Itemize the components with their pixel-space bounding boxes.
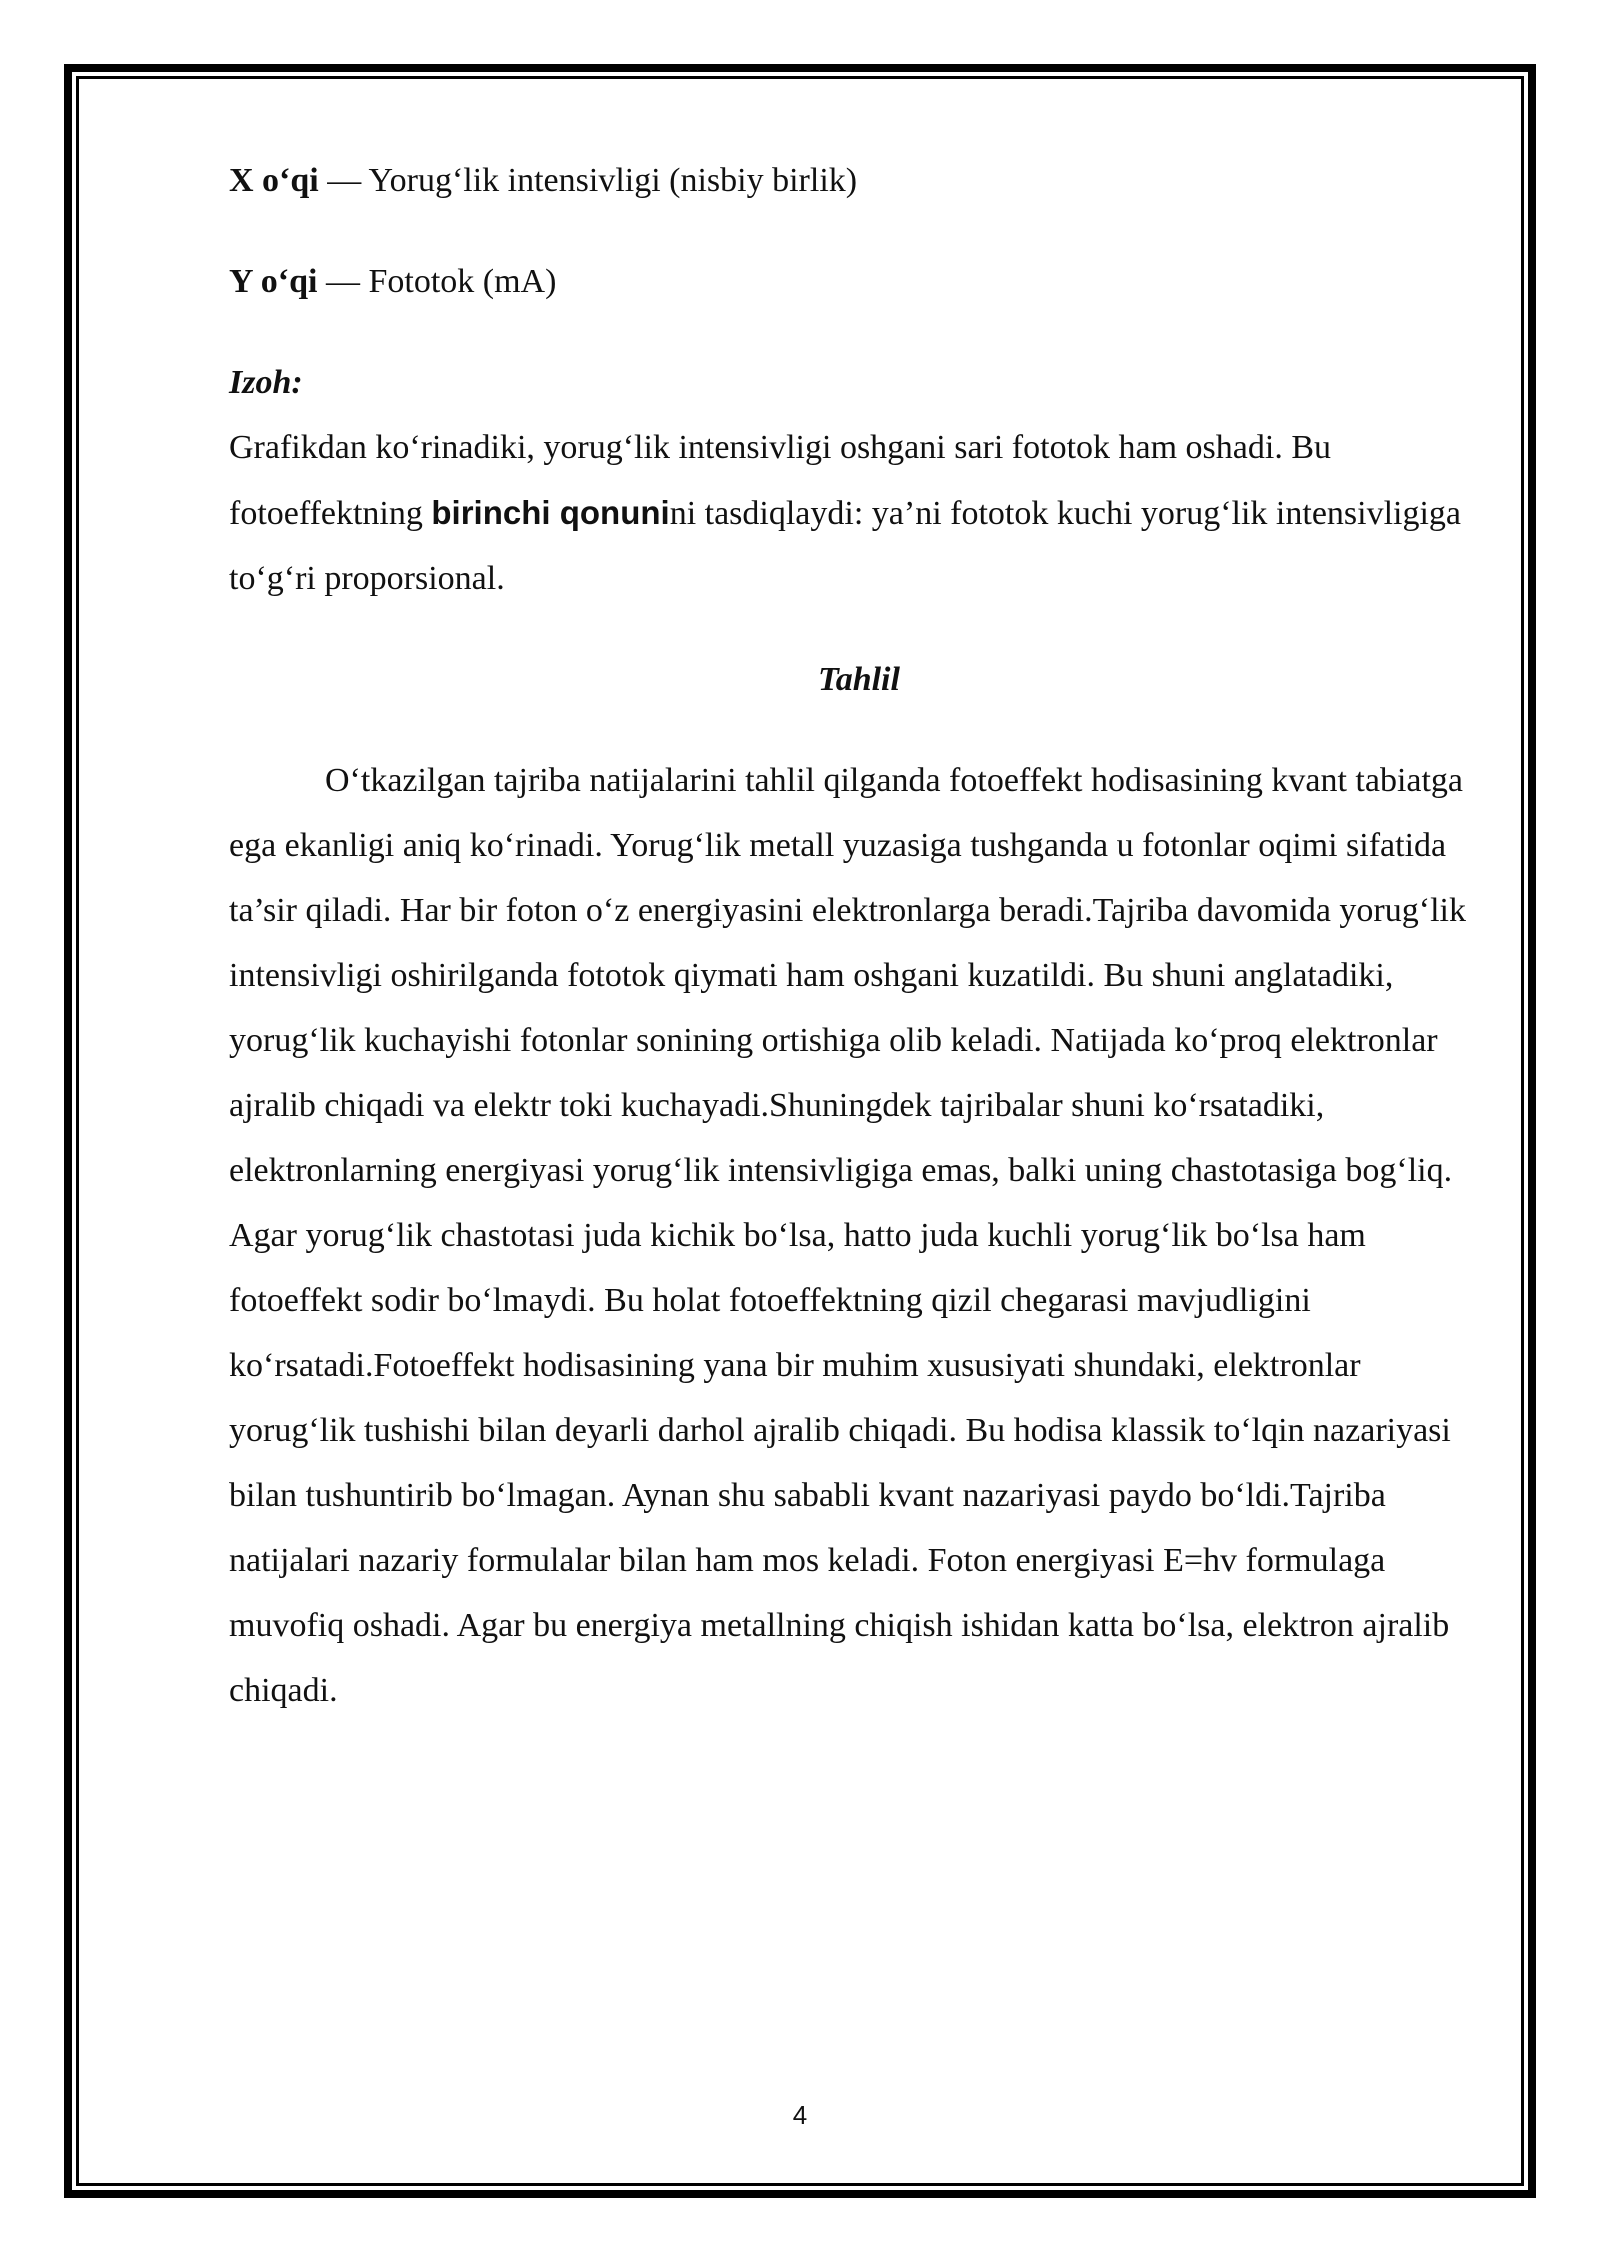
note-paragraph — [229, 415, 1489, 611]
y-axis-text: — Fototok (mA) — [317, 263, 557, 300]
note-bold-term: birinchi qonuni — [431, 494, 670, 531]
note-text-before: Grafikdan ko‘rinadiki, yorug‘lik intensivligi oshgani sari fototok ham oshadi. Bu fotoeffektning — [229, 429, 1331, 532]
analysis-paragraph: O‘tkazilgan tajriba natijalarini tahlil qilganda fotoeffekt hodisasining kvant tabiatga ega ekanligi aniq ko‘rinadi. Yorug‘lik metall yuzasiga tushganda u fotonlar oqimi sifatida ta’sir qiladi. Har bir foton o‘z energiyasini elektronlarga beradi.Tajriba davomida yorug‘lik intensivligi oshirilganda fototok qiymati ham oshgani kuzatildi. Bu shuni anglatadiki, yorug‘lik kuchayishi fotonlar sonining ortishiga olib keladi. Natijada ko‘proq elektronlar ajralib chiqadi va elektr toki kuchayadi.Shuningdek tajribalar shuni ko‘rsatadiki, elektronlarning energiyasi yorug‘lik intensivligiga emas, balki uning chastotasiga bog‘liq. Agar yorug‘lik chastotasi juda kichik bo‘lsa, hatto juda kuchli yorug‘lik bo‘lsa ham fotoeffekt sodir bo‘lmaydi. Bu holat fotoeffektning qizil chegarasi mavjudligini ko‘rsatadi.Fotoeffekt hodisasining yana bir muhim xususiyati shundaki, elektronlar yorug‘lik tushishi bilan deyarli darhol ajralib chiqadi. Bu hodisa klassik to‘lqin nazariyasi bilan tushuntirib bo‘lmagan. Aynan shu sababli kvant nazariyasi paydo bo‘ldi.Tajriba natijalari nazariy formulalar bilan ham mos keladi. Foton energiyasi E=hv formulaga muvofiq oshadi. Agar bu energiya metallning chiqish ishidan katta bo‘lsa, elektron ajralib chiqadi. — [229, 762, 1466, 1709]
x-axis-description — [229, 148, 1489, 213]
x-axis-term: X o‘qi — [229, 162, 319, 199]
y-axis-term: Y o‘qi — [229, 263, 318, 300]
note-heading: Izoh: — [229, 364, 303, 401]
x-axis-text: — Yorug‘lik intensivligi (nisbiy birlik) — [318, 162, 858, 199]
section-title: Tahlil — [818, 661, 900, 698]
y-axis-description — [229, 249, 1489, 314]
page-content — [229, 148, 1489, 1723]
page-number: 4 — [792, 2100, 808, 2130]
note-text-after: ni tasdiqlaydi: ya’ni fototok kuchi yorug‘lik intensivligiga to‘g‘ri proporsional. — [229, 495, 1462, 597]
